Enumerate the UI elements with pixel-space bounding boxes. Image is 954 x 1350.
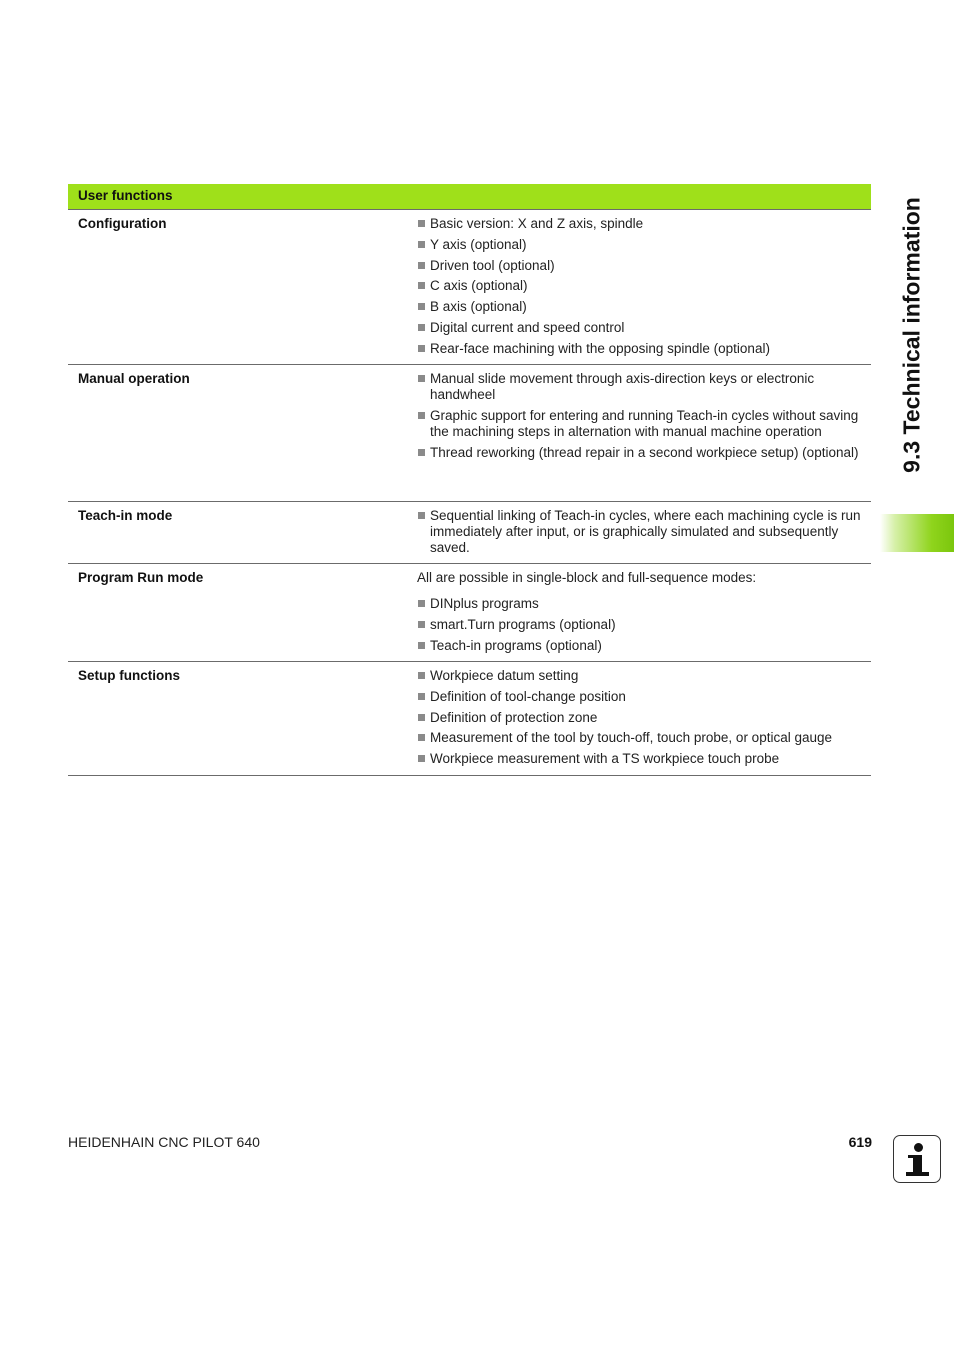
user-functions-table [68, 184, 871, 776]
list-item-text: Graphic support for entering and running Teach-in cycles without saving the machining steps in alternation with manual machine operation [430, 407, 859, 439]
row-label: Setup functions [78, 668, 180, 683]
table-header [68, 184, 871, 210]
list-item [417, 638, 867, 654]
list-item-text: Driven tool (optional) [430, 257, 555, 273]
square-bullet-icon [418, 412, 425, 419]
square-bullet-icon [418, 512, 425, 519]
row-items [417, 570, 867, 658]
table-row-program-run-mode [68, 564, 871, 662]
row-intro-text: All are possible in single-block and full-sequence modes: [417, 570, 757, 585]
row-items [417, 668, 867, 772]
square-bullet-icon [418, 324, 425, 331]
list-item-text: Digital current and speed control [430, 319, 625, 335]
list-item [417, 668, 867, 684]
list-item [417, 596, 867, 612]
row-label: Teach-in mode [78, 508, 173, 523]
list-item-text: Measurement of the tool by touch-off, touch probe, or optical gauge [430, 730, 833, 746]
info-icon-dot [914, 1143, 923, 1152]
list-item-text: smart.Turn programs (optional) [430, 616, 616, 632]
list-item-text: Basic version: X and Z axis, spindle [430, 216, 644, 231]
square-bullet-icon [418, 642, 425, 649]
list-item [417, 258, 867, 274]
chapter-side-title-text: 9.3 Technical information [898, 197, 925, 473]
list-item [417, 278, 867, 294]
square-bullet-icon [418, 621, 425, 628]
page-number: 619 [848, 1134, 872, 1150]
list-item-text: DINplus programs [430, 596, 539, 611]
square-bullet-icon [418, 714, 425, 721]
square-bullet-icon [418, 220, 425, 227]
list-item [417, 320, 867, 336]
table-row-manual-operation [68, 365, 871, 502]
list-item [417, 371, 867, 403]
footer-product-name: HEIDENHAIN CNC PILOT 640 [68, 1134, 260, 1150]
square-bullet-icon [418, 262, 425, 269]
square-bullet-icon [418, 734, 425, 741]
list-item-text: Rear-face machining with the opposing spindle (optional) [430, 340, 770, 356]
square-bullet-icon [418, 600, 425, 607]
list-item [417, 730, 867, 746]
row-label: Manual operation [78, 371, 190, 386]
list-item [417, 689, 867, 705]
list-item-text: Workpiece datum setting [430, 668, 579, 683]
list-item-text: Y axis (optional) [430, 236, 527, 252]
list-item [417, 751, 867, 767]
list-item-text: C axis (optional) [430, 278, 528, 294]
row-items [417, 371, 867, 465]
table-row-setup-functions [68, 662, 871, 776]
square-bullet-icon [418, 345, 425, 352]
row-items [417, 216, 867, 362]
square-bullet-icon [418, 693, 425, 700]
list-item [417, 445, 867, 461]
square-bullet-icon [418, 303, 425, 310]
list-item [417, 408, 867, 440]
row-label: Configuration [78, 216, 167, 231]
list-item-text: Sequential linking of Teach-in cycles, where each machining cycle is run immediately after input, or is graphically simulated and subsequently saved. [430, 508, 861, 555]
list-item-text: B axis (optional) [430, 299, 527, 315]
chapter-tab-marker [880, 514, 954, 552]
table-header-label: User functions [78, 188, 173, 203]
square-bullet-icon [418, 755, 425, 762]
info-icon-base [906, 1172, 929, 1176]
square-bullet-icon [418, 241, 425, 248]
list-item [417, 216, 867, 232]
list-item [417, 299, 867, 315]
list-item-text: Manual slide movement through axis-direction keys or electronic handwheel [430, 371, 815, 402]
list-item-text: Teach-in programs (optional) [430, 637, 602, 653]
list-item [417, 237, 867, 253]
info-icon [893, 1135, 941, 1183]
list-item-text: Definition of protection zone [430, 709, 598, 725]
list-item-text: Workpiece measurement with a TS workpiece touch probe [430, 751, 780, 767]
list-item-text: Definition of tool-change position [430, 688, 626, 704]
square-bullet-icon [418, 672, 425, 679]
list-item [417, 508, 867, 556]
square-bullet-icon [418, 282, 425, 289]
list-item [417, 341, 867, 357]
list-item-text: Thread reworking (thread repair in a second workpiece setup) (optional) [430, 444, 859, 460]
list-item [417, 617, 867, 633]
row-items [417, 508, 867, 561]
table-row-configuration [68, 210, 871, 365]
square-bullet-icon [418, 449, 425, 456]
square-bullet-icon [418, 375, 425, 382]
list-item [417, 710, 867, 726]
row-label: Program Run mode [78, 570, 204, 585]
table-row-teach-in-mode [68, 502, 871, 564]
